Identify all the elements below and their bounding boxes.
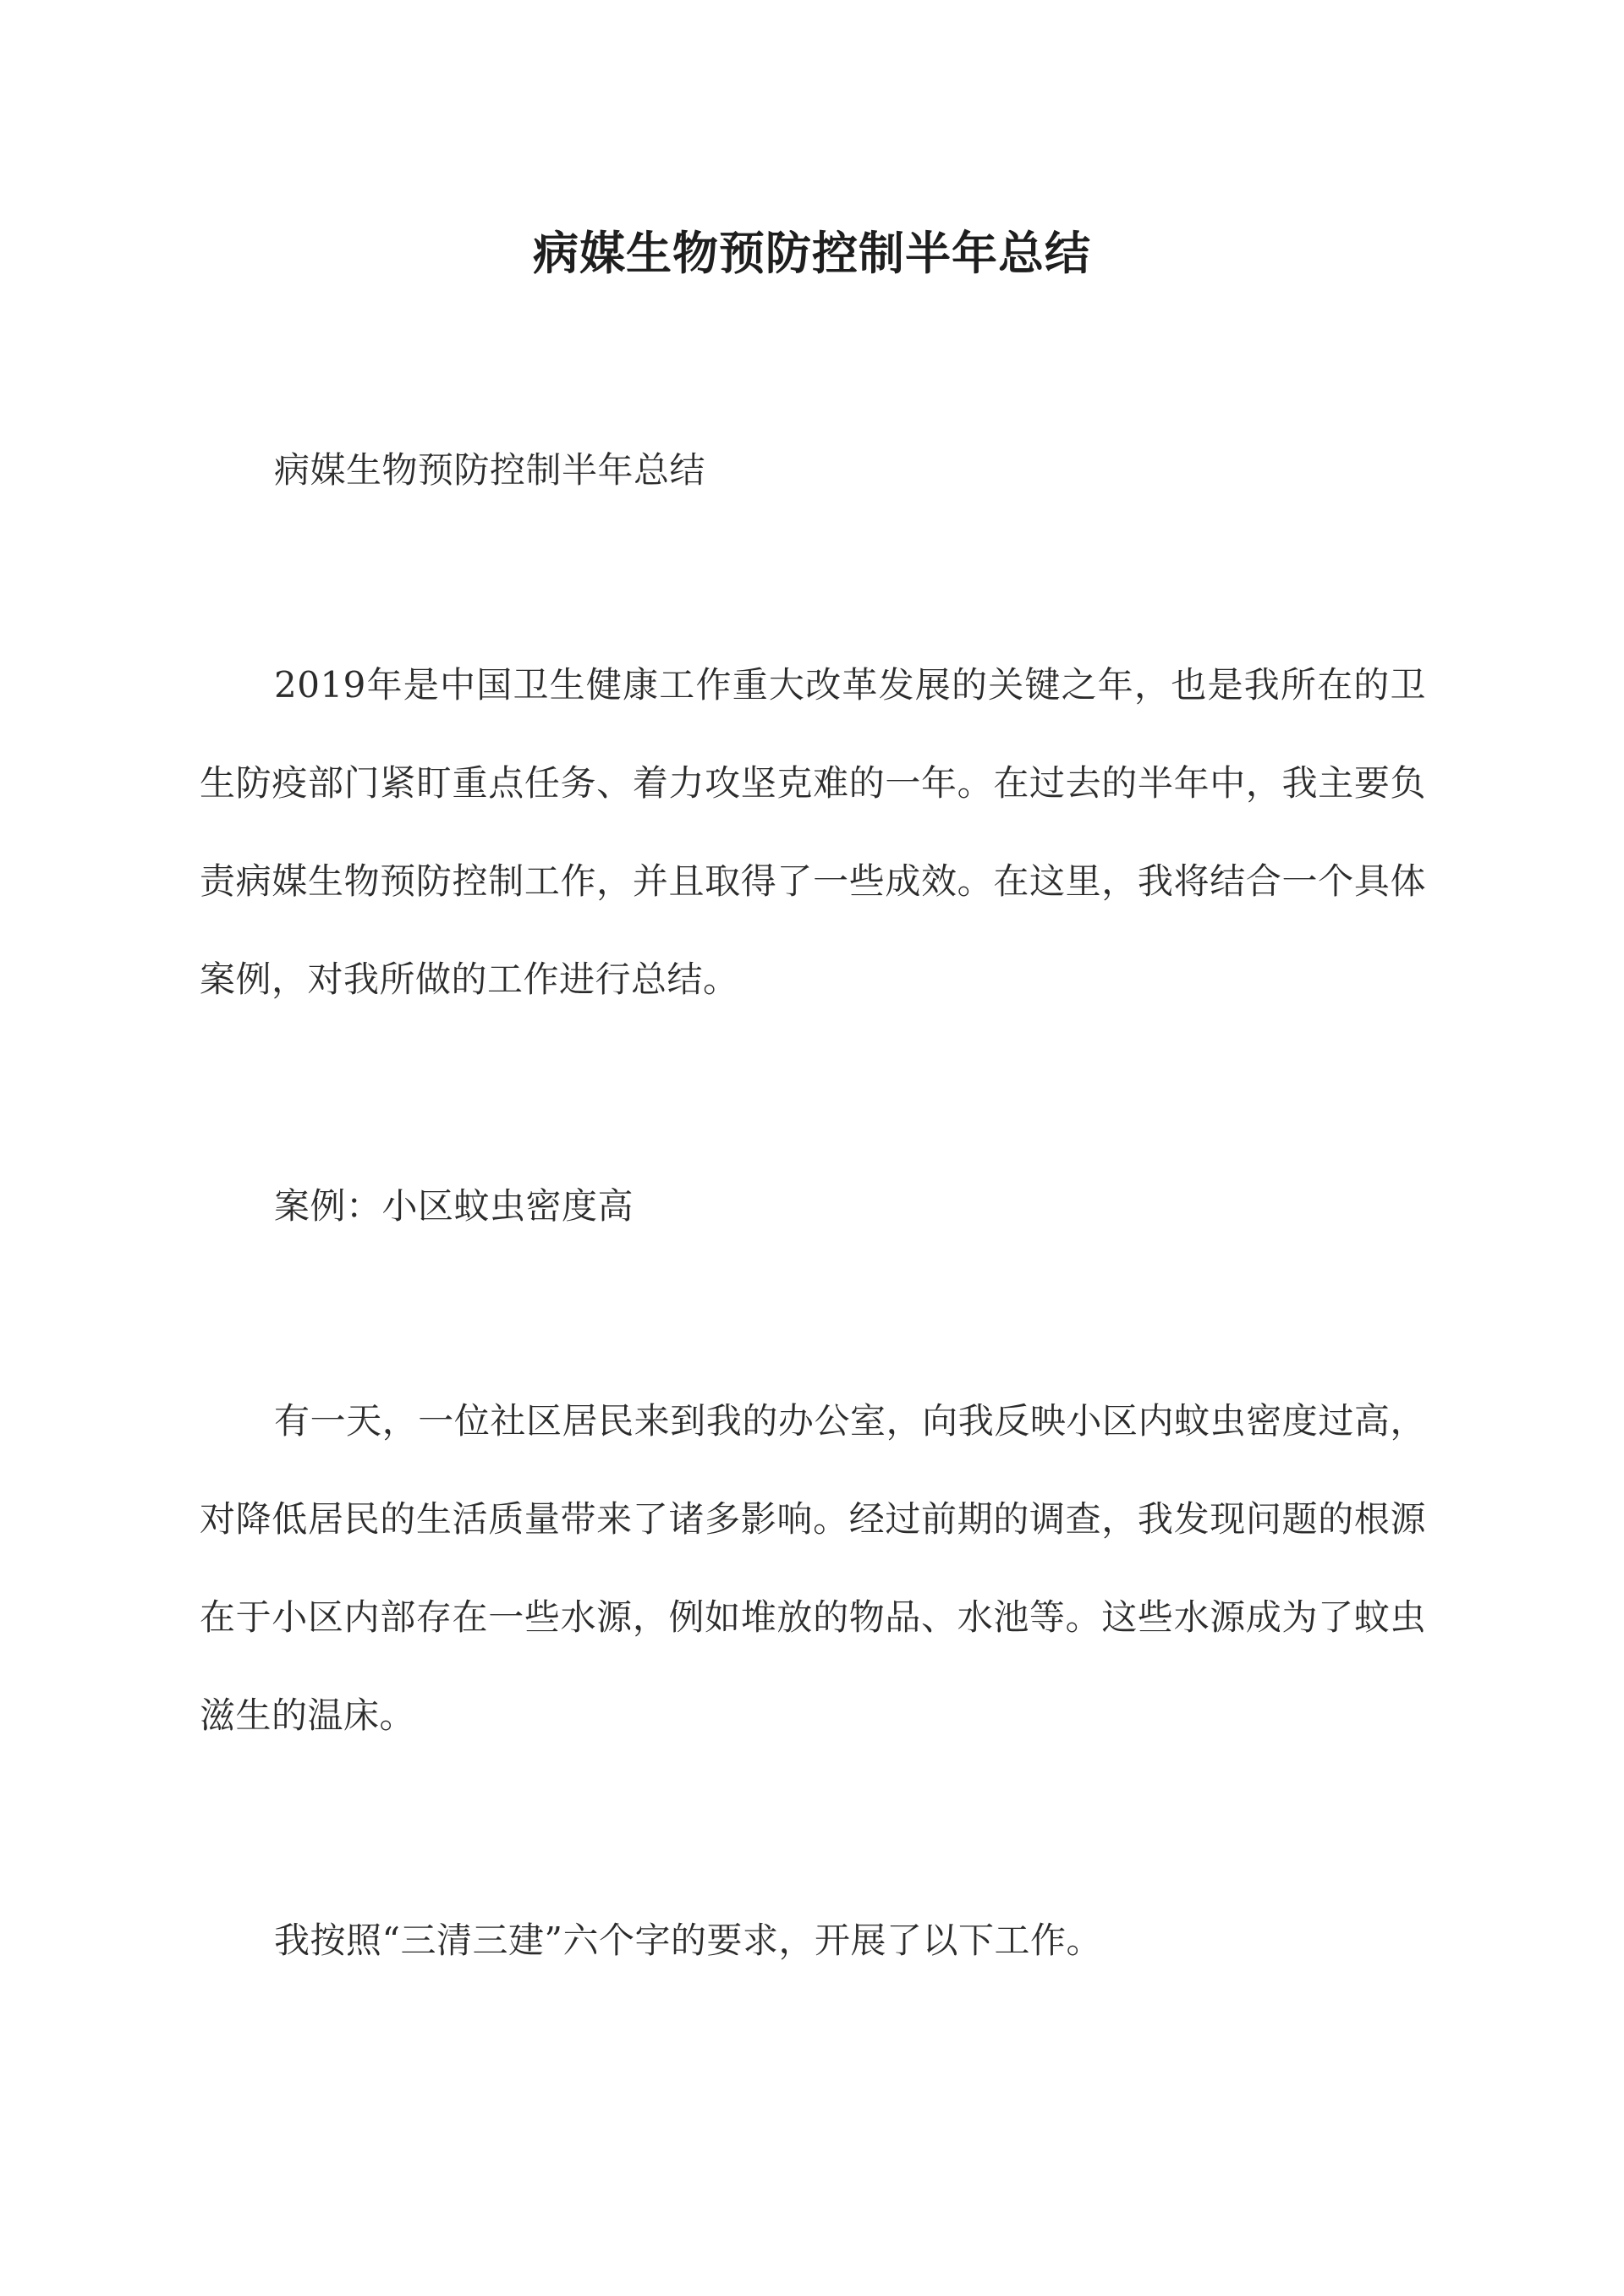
paragraph-subtitle: 病媒生物预防控制半年总结 <box>274 449 706 491</box>
paragraph-case-description: 有一天，一位社区居民来到我的办公室，向我反映小区内蚊虫密度过高，对降低居民的生活质量带来了诸多影响。经过前期的调查，我发现问题的根源在于小区内部存在一些水源，例如堆放的物品、水池等。这些水源成为了蚊虫滋生的温床。 <box>200 1400 1426 1736</box>
document-title: 病媒生物预防控制半年总结 <box>533 226 1091 281</box>
paragraph-actions-intro: 我按照“三清三建”六个字的要求，开展了以下工作。 <box>274 1920 1102 1961</box>
paragraph-intro: 2019年是中国卫生健康工作重大改革发展的关键之年，也是我所在的卫生防疫部门紧盯重点任务、着力攻坚克难的一年。在过去的半年中，我主要负责病媒生物预防控制工作，并且取得了一些成效。在这里，我将结合一个具体案例，对我所做的工作进行总结。 <box>200 664 1426 1000</box>
paragraph-case-heading: 案例：小区蚊虫密度高 <box>274 1185 634 1227</box>
